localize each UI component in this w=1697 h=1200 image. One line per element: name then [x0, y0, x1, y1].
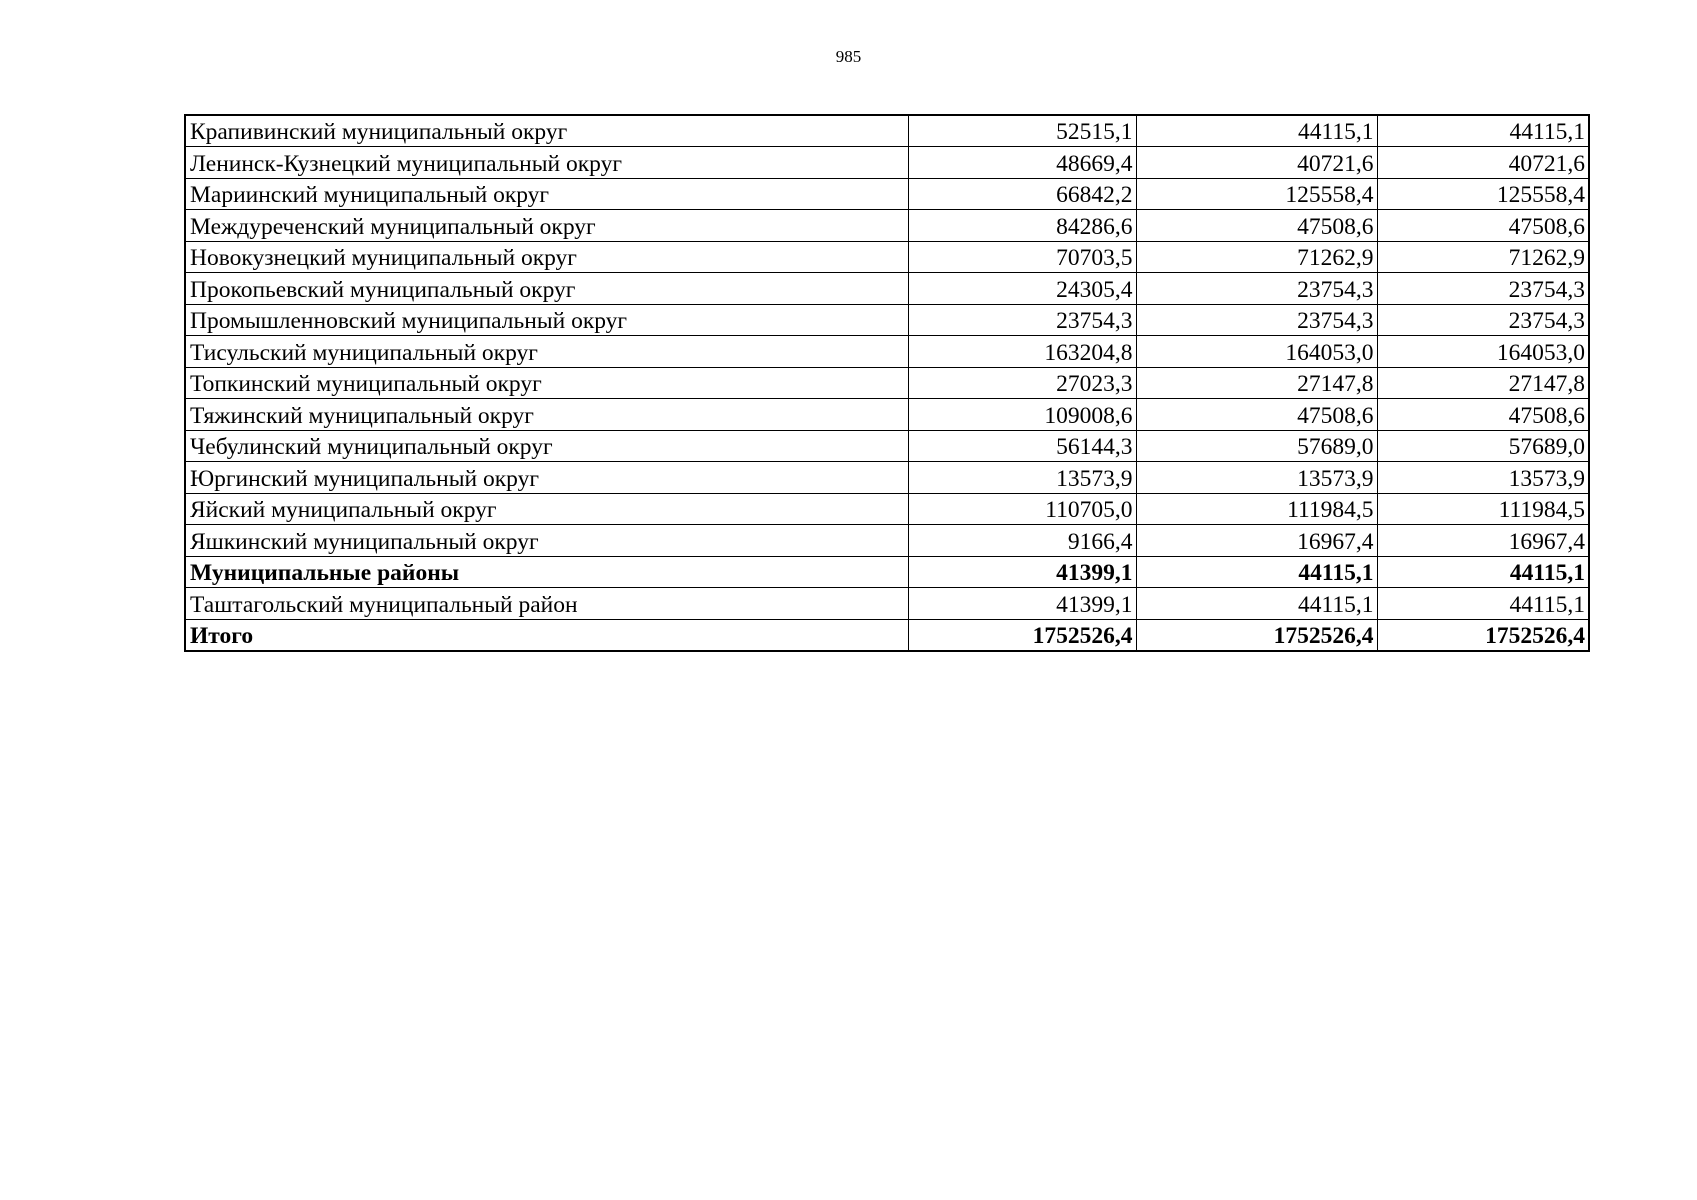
table-row	[185, 178, 1589, 210]
value-cell-3: 47508,6	[1377, 399, 1589, 431]
value-cell-1: 24305,4	[908, 273, 1136, 305]
row-name-cell: Ленинск-Кузнецкий муниципальный округ	[185, 147, 908, 179]
value-cell-1: 27023,3	[908, 367, 1136, 399]
value-cell-3: 164053,0	[1377, 336, 1589, 368]
table-row	[185, 430, 1589, 462]
value-cell-3: 1752526,4	[1377, 619, 1589, 651]
table-row	[185, 367, 1589, 399]
value-cell-2: 71262,9	[1136, 241, 1377, 273]
value-cell-3: 40721,6	[1377, 147, 1589, 179]
table-row	[185, 273, 1589, 305]
value-cell-1: 1752526,4	[908, 619, 1136, 651]
value-cell-2: 1752526,4	[1136, 619, 1377, 651]
row-name-cell: Мариинский муниципальный округ	[185, 178, 908, 210]
value-cell-1: 70703,5	[908, 241, 1136, 273]
table-row-total	[185, 619, 1589, 651]
row-name-cell: Юргинский муниципальный округ	[185, 462, 908, 494]
row-name-cell: Чебулинский муниципальный округ	[185, 430, 908, 462]
row-name-cell: Крапивинский муниципальный округ	[185, 115, 908, 147]
table-row	[185, 493, 1589, 525]
table-row	[185, 147, 1589, 179]
row-name-cell: Тяжинский муниципальный округ	[185, 399, 908, 431]
table-row-total	[185, 556, 1589, 588]
row-name-cell: Прокопьевский муниципальный округ	[185, 273, 908, 305]
table-row	[185, 241, 1589, 273]
value-cell-2: 164053,0	[1136, 336, 1377, 368]
value-cell-1: 41399,1	[908, 588, 1136, 620]
table-row	[185, 399, 1589, 431]
value-cell-2: 27147,8	[1136, 367, 1377, 399]
value-cell-1: 52515,1	[908, 115, 1136, 147]
table-row	[185, 210, 1589, 242]
budget-table	[184, 114, 1590, 652]
value-cell-3: 57689,0	[1377, 430, 1589, 462]
page-number: 985	[835, 47, 862, 66]
value-cell-1: 41399,1	[908, 556, 1136, 588]
value-cell-2: 44115,1	[1136, 115, 1377, 147]
row-name-cell: Новокузнецкий муниципальный округ	[185, 241, 908, 273]
value-cell-3: 125558,4	[1377, 178, 1589, 210]
row-name-cell: Таштагольский муниципальный район	[185, 588, 908, 620]
table-body	[185, 115, 1589, 651]
table-row	[185, 115, 1589, 147]
value-cell-3: 23754,3	[1377, 304, 1589, 336]
value-cell-2: 125558,4	[1136, 178, 1377, 210]
value-cell-2: 44115,1	[1136, 556, 1377, 588]
table-row	[185, 336, 1589, 368]
row-name-cell: Итого	[185, 619, 908, 651]
value-cell-1: 13573,9	[908, 462, 1136, 494]
value-cell-2: 47508,6	[1136, 399, 1377, 431]
value-cell-1: 66842,2	[908, 178, 1136, 210]
row-name-cell: Яйский муниципальный округ	[185, 493, 908, 525]
row-name-cell: Промышленновский муниципальный округ	[185, 304, 908, 336]
value-cell-3: 71262,9	[1377, 241, 1589, 273]
value-cell-1: 23754,3	[908, 304, 1136, 336]
row-name-cell: Муниципальные районы	[185, 556, 908, 588]
value-cell-3: 44115,1	[1377, 588, 1589, 620]
value-cell-2: 57689,0	[1136, 430, 1377, 462]
value-cell-2: 23754,3	[1136, 273, 1377, 305]
value-cell-1: 110705,0	[908, 493, 1136, 525]
value-cell-2: 23754,3	[1136, 304, 1377, 336]
value-cell-3: 16967,4	[1377, 525, 1589, 557]
value-cell-1: 56144,3	[908, 430, 1136, 462]
value-cell-3: 47508,6	[1377, 210, 1589, 242]
value-cell-3: 44115,1	[1377, 556, 1589, 588]
value-cell-2: 47508,6	[1136, 210, 1377, 242]
value-cell-2: 40721,6	[1136, 147, 1377, 179]
table-row	[185, 588, 1589, 620]
value-cell-3: 27147,8	[1377, 367, 1589, 399]
value-cell-2: 13573,9	[1136, 462, 1377, 494]
row-name-cell: Топкинский муниципальный округ	[185, 367, 908, 399]
value-cell-1: 163204,8	[908, 336, 1136, 368]
row-name-cell: Тисульский муниципальный округ	[185, 336, 908, 368]
row-name-cell: Яшкинский муниципальный округ	[185, 525, 908, 557]
row-name-cell: Междуреченский муниципальный округ	[185, 210, 908, 242]
value-cell-1: 84286,6	[908, 210, 1136, 242]
value-cell-3: 13573,9	[1377, 462, 1589, 494]
value-cell-3: 44115,1	[1377, 115, 1589, 147]
table-row	[185, 462, 1589, 494]
value-cell-2: 16967,4	[1136, 525, 1377, 557]
value-cell-2: 44115,1	[1136, 588, 1377, 620]
value-cell-2: 111984,5	[1136, 493, 1377, 525]
table-row	[185, 525, 1589, 557]
value-cell-1: 48669,4	[908, 147, 1136, 179]
value-cell-3: 23754,3	[1377, 273, 1589, 305]
table-row	[185, 304, 1589, 336]
value-cell-3: 111984,5	[1377, 493, 1589, 525]
value-cell-1: 9166,4	[908, 525, 1136, 557]
value-cell-1: 109008,6	[908, 399, 1136, 431]
